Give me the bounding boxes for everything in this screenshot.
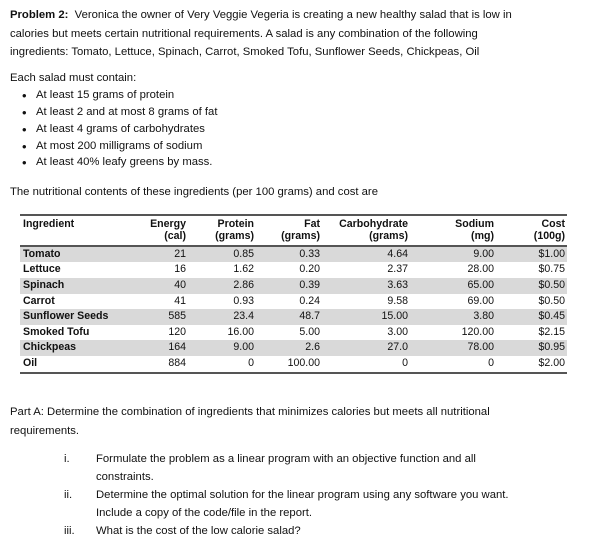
table-cell: 28.00 (467, 263, 494, 276)
table-row (20, 325, 567, 341)
table-cell: 2.6 (256, 340, 322, 356)
column-header: Sodium (mg) (410, 215, 496, 246)
requirement-item: • At least 40% leafy greens by mass. (36, 156, 212, 168)
table-cell: 3.80 (410, 309, 496, 325)
part-a (10, 403, 490, 440)
ingredient-name-cell: Smoked Tofu (23, 325, 90, 338)
table-cell: 0 (322, 356, 410, 373)
table-cell: $0.95 (496, 340, 567, 356)
table-cell: 100.00 (256, 356, 322, 373)
problem-statement (10, 6, 512, 62)
problem-line-2: calories but meets certain nutritional requirements. A salad is any combination of the following (10, 27, 478, 40)
table-cell: 1.62 (233, 263, 254, 276)
table-cell: 120 (168, 325, 186, 338)
table-cell: 69.00 (467, 294, 494, 307)
table-cell: $1.00 (496, 246, 567, 263)
table-cell: 0 (410, 356, 496, 373)
column-header: Fat (grams) (256, 215, 322, 246)
requirement-item: • At least 15 grams of protein (36, 89, 174, 101)
column-header: Ingredient (20, 215, 134, 246)
table-cell: 2.37 (387, 263, 408, 276)
part-a-line-1: Part A: Determine the combination of ingredients that minimizes calories but meets all nutritional (10, 406, 490, 418)
table-cell: 15.00 (322, 309, 410, 325)
table-cell: 2.86 (188, 278, 256, 294)
ingredient-name-cell: Carrot (23, 294, 55, 307)
ingredient-name-cell: Lettuce (23, 263, 61, 276)
table-cell: 3.00 (387, 325, 408, 338)
part-a-line-2: requirements. (10, 424, 80, 437)
table-intro: The nutritional contents of these ingredients (per 100 grams) and cost are (10, 186, 378, 198)
table-row (20, 246, 567, 263)
table-cell: 0.39 (256, 278, 322, 294)
table-cell: 164 (134, 340, 188, 356)
table-cell: 27.0 (322, 340, 410, 356)
column-header: Cost (100g) (496, 215, 567, 246)
column-header: Energy (cal) (134, 215, 188, 246)
table-cell: $0.50 (538, 294, 565, 307)
requirement-item: • At most 200 milligrams of sodium (36, 140, 202, 152)
table-cell: 120.00 (461, 325, 494, 338)
table-cell: 40 (134, 278, 188, 294)
ingredient-name-cell: Spinach (20, 278, 134, 294)
table-row (20, 356, 567, 373)
table-cell: 9.00 (410, 246, 496, 263)
table-cell: 16 (174, 263, 186, 276)
table-cell: 9.58 (387, 294, 408, 307)
table-cell: 16.00 (227, 325, 254, 338)
ingredient-name-cell: Oil (20, 356, 134, 373)
ingredient-name-cell: Sunflower Seeds (20, 309, 134, 325)
table-row (20, 262, 567, 278)
ingredient-name-cell: Chickpeas (20, 340, 134, 356)
table-cell: 48.7 (256, 309, 322, 325)
table-cell: 585 (134, 309, 188, 325)
table-cell: 41 (174, 294, 186, 307)
table-cell: 78.00 (410, 340, 496, 356)
nutrition-table (20, 214, 567, 374)
table-row (20, 278, 567, 294)
requirement-item: • At least 2 and at most 8 grams of fat (36, 106, 217, 118)
table-cell: 21 (134, 246, 188, 263)
table-cell: $0.75 (538, 263, 565, 276)
table-cell: 0.20 (299, 263, 320, 276)
table-cell: 0.85 (188, 246, 256, 263)
requirements-intro: Each salad must contain: (10, 72, 137, 84)
column-header: Protein (grams) (188, 215, 256, 246)
table-cell: $2.00 (496, 356, 567, 373)
requirement-item: • At least 4 grams of carbohydrates (36, 123, 205, 135)
table-cell: 9.00 (188, 340, 256, 356)
table-cell: 0 (188, 356, 256, 373)
table-row (20, 294, 567, 310)
table-header-row (20, 215, 567, 246)
table-cell: 0.93 (233, 294, 254, 307)
table-cell: 3.63 (322, 278, 410, 294)
table-cell: 23.4 (188, 309, 256, 325)
table-cell: 4.64 (322, 246, 410, 263)
table-row (20, 309, 567, 325)
column-header: Carbohydrate (grams) (322, 215, 410, 246)
table-cell: 884 (134, 356, 188, 373)
table-row (20, 340, 567, 356)
problem-line-1: Veronica the owner of Very Veggie Vegeria is creating a new healthy salad that is low in (74, 9, 512, 21)
table-cell: 0.24 (299, 294, 320, 307)
table-cell: 5.00 (299, 325, 320, 338)
ingredient-name-cell: Tomato (20, 246, 134, 263)
table-cell: $2.15 (538, 325, 565, 338)
table-cell: 0.33 (256, 246, 322, 263)
table-cell: $0.50 (496, 278, 567, 294)
problem-label: Problem 2: (10, 9, 69, 21)
table-cell: 65.00 (410, 278, 496, 294)
table-cell: $0.45 (496, 309, 567, 325)
problem-line-3: ingredients: Tomato, Lettuce, Spinach, Carrot, Smoked Tofu, Sunflower Seeds, Chickpeas, Oil (10, 46, 480, 59)
